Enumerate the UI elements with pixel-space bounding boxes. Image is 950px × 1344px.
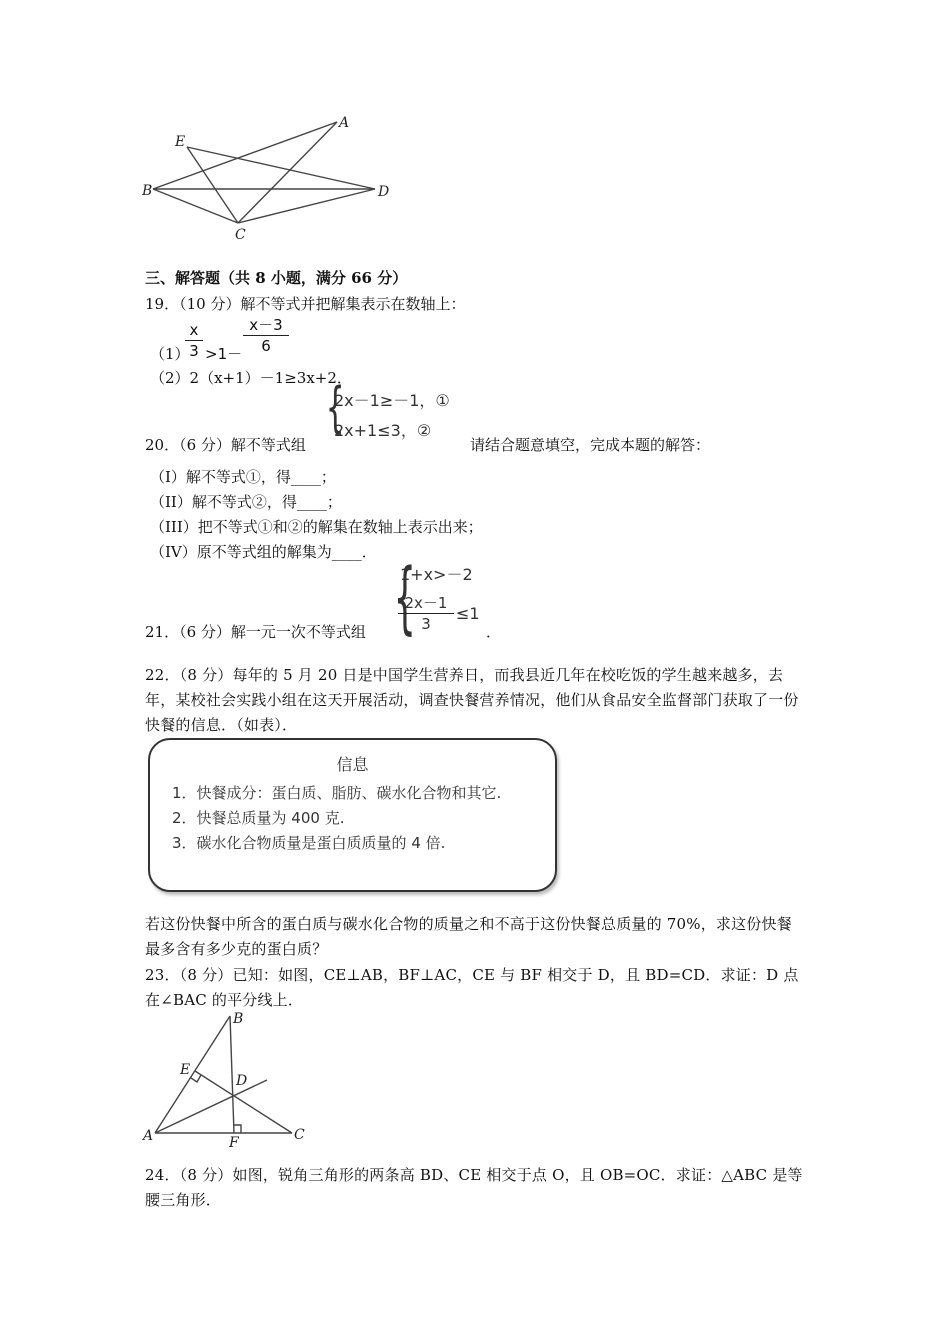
- label-C: C: [294, 1127, 305, 1143]
- q20-system-line-1: 2x－1≥－1，①: [334, 391, 450, 410]
- info-box-item-1: 1．快餐成分：蛋白质、脂肪、碳水化合物和其它.: [172, 784, 502, 802]
- q20-step-2: （II）解不等式②，得____；: [150, 493, 342, 511]
- q22-question: 若这份快餐中所含的蛋白质与碳水化合物的质量之和不高于这份快餐总质量的 70%，求这份快餐最多含有多少克的蛋白质？: [145, 915, 792, 958]
- figure-quadrilateral: [140, 110, 400, 245]
- q19-part1-label: （1）: [150, 345, 190, 363]
- q20-tail: 请结合题意填空，完成本题的解答：: [470, 436, 711, 454]
- q19-part2: （2）2（x+1）－1≥3x+2．: [150, 369, 352, 387]
- segment-BC: [153, 189, 238, 223]
- info-box-item-3: 3．碳水化合物质量是蛋白质质量的 4 倍.: [172, 834, 446, 852]
- q20-step-1: （I）解不等式①，得____；: [150, 468, 336, 486]
- q21-system-line-1: 1+x>－2: [400, 565, 473, 584]
- label-C: C: [235, 227, 246, 243]
- label-E: E: [180, 1062, 191, 1078]
- info-box-item-2: 2．快餐总质量为 400 克.: [172, 809, 345, 827]
- segment-EC: [187, 147, 238, 223]
- q19-part1-middle: >1－: [205, 345, 243, 363]
- q20-system-line-2: 2x+1≤3，②: [334, 421, 432, 440]
- label-D: D: [378, 184, 390, 200]
- segment-CD: [238, 189, 375, 223]
- right-angle-mark-E: [191, 1075, 201, 1082]
- figure-triangle-abc: [140, 1008, 320, 1148]
- segment-ED: [187, 147, 375, 189]
- q21-stem: 21．（6 分）解一元一次不等式组: [145, 623, 366, 641]
- q20-step-3: （III）把不等式①和②的解集在数轴上表示出来；: [150, 518, 483, 536]
- segment-BF: [230, 1016, 234, 1133]
- label-A: A: [143, 1128, 154, 1144]
- q24-stem: 24．（8 分）如图，锐角三角形的两条高 BD、CE 相交于点 O，且 OB=OC．求证：△ABC 是等腰三角形．: [145, 1166, 803, 1209]
- q20-stem: 20．（6 分）解不等式组: [145, 436, 306, 454]
- q21-brace: {: [393, 553, 416, 643]
- label-D: D: [236, 1073, 248, 1089]
- fraction-numerator: x－3: [243, 315, 289, 336]
- info-box-title: 信息: [336, 755, 369, 774]
- q21-fraction-relation: ≤1: [456, 604, 480, 623]
- info-box: [148, 738, 557, 892]
- label-B: B: [142, 183, 153, 199]
- label-F: F: [229, 1135, 239, 1148]
- q19-fraction-2: [243, 315, 289, 356]
- label-E: E: [175, 134, 186, 150]
- q19-stem: 19．（10 分）解不等式并把解集表示在数轴上：: [145, 295, 466, 313]
- q20-brace: {: [325, 376, 345, 439]
- fraction-numerator: x: [185, 320, 203, 341]
- q21-end: ．: [486, 623, 502, 641]
- segment-AC: [238, 122, 337, 223]
- fraction-denominator: 3: [421, 615, 431, 633]
- label-B: B: [233, 1011, 244, 1027]
- fraction-numerator: 2x－1: [398, 593, 454, 614]
- q20-step-4: （IV）原不等式组的解集为____．: [150, 543, 377, 561]
- q23-stem: 23．（8 分）已知：如图，CE⊥AB，BF⊥AC，CE 与 BF 相交于 D，且 BD=CD．求证：D 点在∠BAC 的平分线上．: [145, 966, 799, 1009]
- fraction-denominator: 6: [261, 337, 271, 355]
- segment-BA: [153, 122, 337, 189]
- q19-fraction-1: [185, 320, 203, 361]
- section-heading: 三、解答题（共 8 小题，满分 66 分）: [145, 269, 408, 287]
- fraction-denominator: 3: [189, 342, 199, 360]
- q22-stem: 22．（8 分）每年的 5 月 20 日是中国学生营养日，而我县近几年在校吃饭的学生越来越多，去年，某校社会实践小组在这天开展活动，调查快餐营养情况，他们从食品安全监督部门获取了一份快餐的信息．（如表）．: [145, 666, 799, 734]
- q21-fraction: [398, 593, 454, 634]
- label-A: A: [339, 115, 350, 131]
- right-angle-mark-F: [234, 1125, 241, 1133]
